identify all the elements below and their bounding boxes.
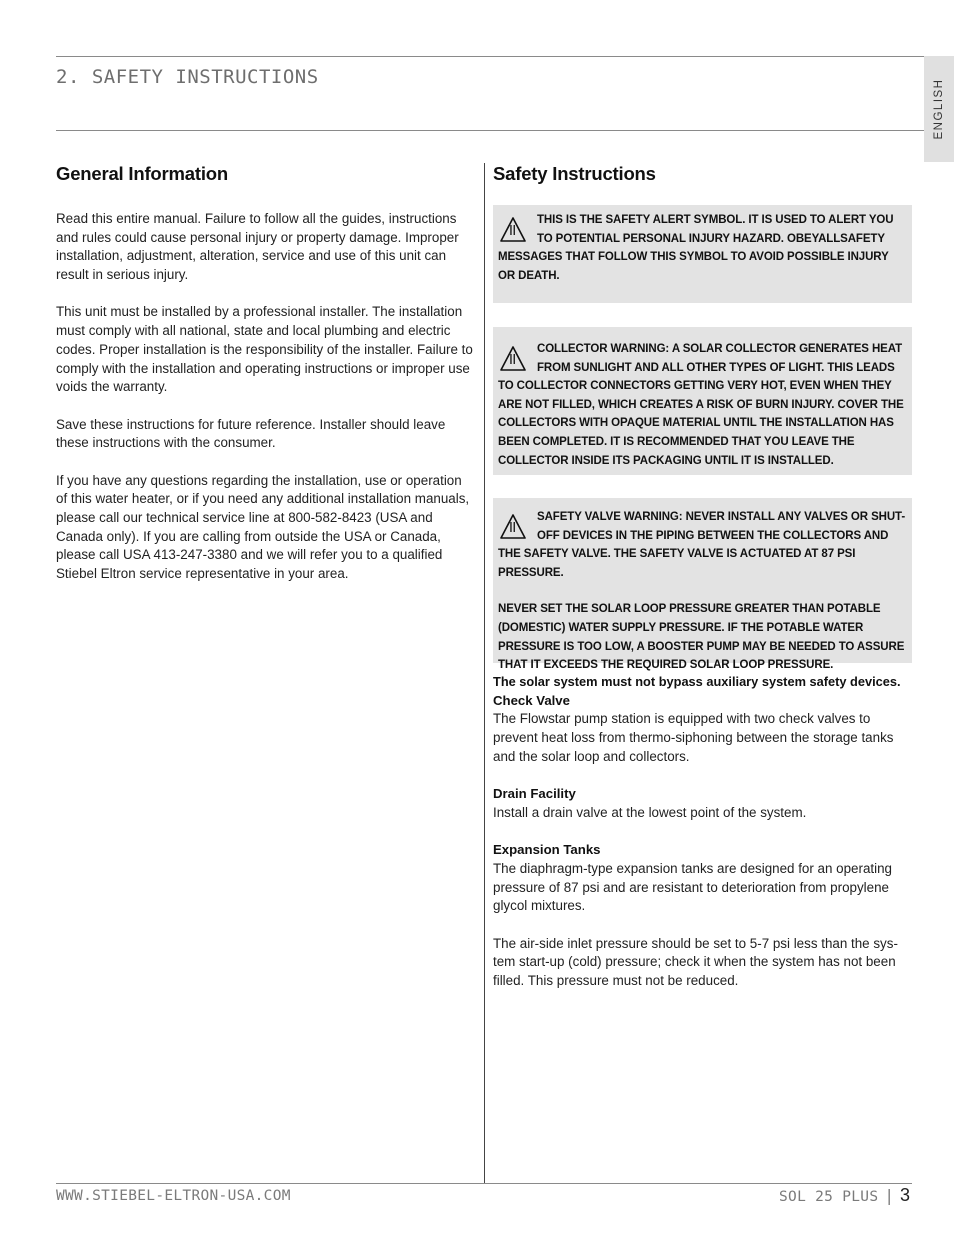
air-side-pressure-text: The air-side inlet pressure should be set to 5-7 psi less than the sys-tem start-up (cold) pressure; check it when the system has not been filled. This pressure must not be reduced. — [493, 935, 898, 988]
drain-facility-text: Install a drain valve at the lowest point of the system. — [493, 804, 807, 820]
warning-triangle-icon — [499, 344, 527, 374]
header-bottom-rule — [56, 130, 924, 131]
collector-warning-text: COLLECTOR WARNING: A SOLAR COLLECTOR GENERATES HEAT FROM SUNLIGHT AND ALL OTHER TYPES OF LIGHT. THIS LEADS TO COLLECTOR CONNECTORS GETTING VERY HOT, EVEN WHEN THEY ARE NOT FILLED, WHICH CREATES A RISK OF BURN INJURY. COVER THE COLLECTORS WITH OPAQUE MATERIAL UNTIL THE INSTALLATION HAS BEEN COMPLETED. IT IS RECOMMENDED THAT YOU LEAVE THE COLLECTOR INSIDE ITS PACKAGING UNTIL IT IS INSTALLED. — [498, 343, 904, 467]
paragraph: Save these instructions for future reference. Installer should leave these instructions with the consumer. — [56, 416, 446, 451]
check-valve-text: The Flowstar pump station is equipped with two check valves to prevent heat loss from thermo-siphoning between the storage tanks and the solar loop and collectors. — [493, 711, 894, 764]
safety-instructions-heading: Safety Instructions — [493, 163, 656, 184]
warning-triangle-icon — [499, 512, 527, 542]
expansion-tanks-text: The diaphragm-type expansion tanks are designed for an operating pressure of 87 psi and are resistant to deterioration from propylene glycol mixtures. — [493, 860, 892, 914]
safety-instructions-section — [493, 163, 913, 185]
language-tab — [924, 56, 954, 162]
page-number: 3 — [899, 1185, 910, 1205]
footer-website-link[interactable]: WWW.STIEBEL-ELTRON-USA.COM — [56, 1188, 291, 1204]
footer-separator: | — [884, 1186, 894, 1205]
safety-alert-text: THIS IS THE SAFETY ALERT SYMBOL. IT IS USED TO ALERT YOU TO POTENTIAL PERSONAL INJURY HAZARD. OBEYALLSAFETY MESSAGES THAT FOLLOW THIS SYMBOL TO AVOID POSSIBLE INJURY OR DEATH. — [498, 214, 894, 282]
column-divider — [484, 163, 485, 1183]
drain-facility-heading: Drain Facility — [493, 786, 576, 802]
solar-loop-pressure-warning-text: NEVER SET THE SOLAR LOOP PRESSURE GREATER THAN POTABLE (DOMESTIC) WATER SUPPLY PRESSURE. IF THE POTABLE WATER PRESSURE IS TOO LOW, A BOOSTER PUMP MAY BE NEEDED TO ASSURE THAT IT EXCEEDS THE REQUIRED SOLAR LOOP PRESSURE. — [498, 603, 905, 672]
footer-rule — [56, 1183, 912, 1184]
footer-page-info — [779, 1185, 910, 1206]
general-information-section — [56, 163, 476, 602]
paragraph: This unit must be installed by a professional installer. The installation must comply with all national, state and local plumbing and electric codes. Proper installation is the responsibility of the installer. Failure to comply with the installation and operating instructions or improper use voids the warranty. — [56, 304, 473, 395]
bypass-note: The solar system must not bypass auxiliary system safety devices. — [493, 674, 901, 689]
general-information-heading: General Information — [56, 163, 228, 184]
safety-valve-warning-text: SAFETY VALVE WARNING: NEVER INSTALL ANY VALVES OR SHUT-OFF DEVICES IN THE PIPING BETWEEN THE COLLECTORS AND THE SAFETY VALVE. THE SAFETY VALVE IS ACTUATED AT 87 PSI PRESSURE. — [498, 511, 906, 579]
safety-alert-box — [493, 205, 912, 303]
paragraph: Read this entire manual. Failure to follow all the guides, instructions and rules could cause personal injury or property damage. Improper installation, adjustment, alteration, service and use of this unit can result in serious injury. — [56, 211, 459, 283]
safety-valve-warning-box — [493, 498, 912, 672]
check-valve-heading: Check Valve — [493, 692, 570, 708]
language-tab-label: ENGLISH — [933, 78, 945, 140]
expansion-tanks-heading: Expansion Tanks — [493, 842, 601, 858]
section-title: 2. SAFETY INSTRUCTIONS — [56, 66, 319, 88]
warning-triangle-icon — [499, 215, 527, 245]
safety-details — [493, 673, 913, 1009]
header-top-rule — [56, 56, 924, 57]
footer-model-name: SOL 25 PLUS — [779, 1189, 879, 1205]
collector-warning-box — [493, 327, 912, 475]
paragraph: If you have any questions regarding the installation, use or operation of this water heater, or if you need any additional installation manuals, please call our technical service line at 800-582-8423 (USA and Canada only). If you are calling from outside the USA or Canada, please call USA 413-247-3380 and we will refer you to a qualified Stiebel Eltron service representative in your area. — [56, 472, 470, 582]
